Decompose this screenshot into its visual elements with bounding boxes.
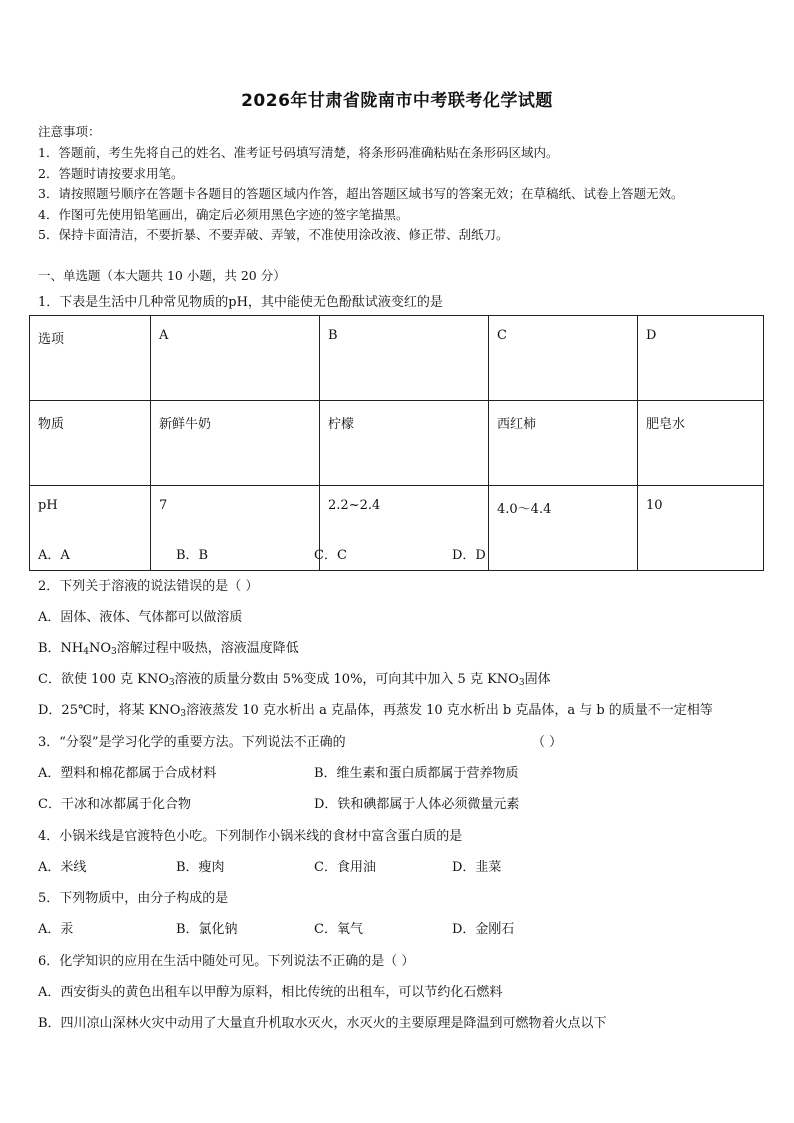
- option-b: B．氯化钠: [176, 922, 238, 937]
- option-a: A．A: [38, 548, 70, 563]
- option-b: B．维生素和蛋白质都属于营养物质: [314, 766, 519, 781]
- option-d: D．金刚石: [452, 922, 515, 937]
- section-heading: 一、单选题（本大题共 10 小题，共 20 分）: [38, 268, 286, 283]
- table-cell: 10: [638, 486, 764, 571]
- option-text: 溶解过程中吸热，溶液温度降低: [116, 641, 299, 656]
- notice-item: 4．作图可先使用铅笔画出，确定后必须用黑色字迹的签字笔描黑。: [38, 207, 409, 222]
- table-cell: D: [638, 316, 764, 401]
- option-text: C．欲使 100 克 KNO: [38, 672, 169, 687]
- table-cell: 柠檬: [320, 401, 489, 486]
- question-2-option-a: A．固体、液体、气体都可以做溶质: [38, 610, 243, 625]
- table-cell: 西红柿: [489, 401, 638, 486]
- question-4-stem: 4．小锅米线是官渡特色小吃。下列制作小锅米线的食材中富含蛋白质的是: [38, 829, 463, 844]
- table-cell: pH: [30, 486, 151, 571]
- option-d: D．铁和碘都属于人体必须微量元素: [314, 797, 520, 812]
- table-cell: 2.2~2.4: [320, 486, 489, 571]
- question-2-stem: 2．下列关于溶液的说法错误的是（ ）: [38, 579, 259, 594]
- option-c: C．食用油: [314, 860, 376, 875]
- page-title: 2026年甘肃省陇南市中考联考化学试题: [241, 91, 553, 111]
- option-text: 固体: [524, 672, 551, 687]
- table-cell: 7: [151, 486, 320, 571]
- option-a: A．汞: [38, 922, 74, 937]
- option-b: B．B: [176, 548, 209, 563]
- option-a: A．塑料和棉花都属于合成材料: [38, 766, 217, 781]
- table-row: [30, 486, 764, 571]
- option-text: B．NH: [38, 641, 84, 656]
- option-d: D．韭菜: [452, 860, 502, 875]
- question-5-stem: 5．下列物质中，由分子构成的是: [38, 891, 229, 906]
- option-text: 溶液蒸发 10 克水析出 a 克晶体，再蒸发 10 克水析出 b 克晶体，a 与 b 的质量不一定相等: [186, 703, 713, 718]
- question-2-option-c: [38, 668, 551, 688]
- table-cell: 物质: [30, 401, 151, 486]
- option-text: NO: [89, 641, 112, 656]
- notice-item: 1．答题前，考生先将自己的姓名、准考证号码填写清楚，将条形码准确粘贴在条形码区域内。: [38, 145, 559, 160]
- subscript: 4: [83, 647, 89, 657]
- notice-item: 3．请按照题号顺序在答题卡各题目的答题区域内作答，超出答题区域书写的答案无效；在草稿纸、试卷上答题无效。: [38, 186, 684, 201]
- option-c: C．干冰和冰都属于化合物: [38, 797, 191, 812]
- notice-item: 2．答题时请按要求用笔。: [38, 166, 184, 181]
- table-cell: 4.0～4.4: [489, 486, 638, 571]
- option-text: D．25℃时，将某 KNO: [38, 703, 181, 718]
- question-6-stem: 6．化学知识的应用在生活中随处可见。下列说法不正确的是（ ）: [38, 954, 415, 969]
- table-row: [30, 316, 764, 401]
- question-6-option-b: B．四川凉山深林火灾中动用了大量直升机取水灭火，水灭火的主要原理是降温到可燃物着火点以下: [38, 1016, 607, 1031]
- table-cell: C: [489, 316, 638, 401]
- subscript: 3: [168, 678, 175, 688]
- table-cell: A: [151, 316, 320, 401]
- subscript: 3: [518, 678, 525, 688]
- question-6-option-a: A．西安街头的黄色出租车以甲醇为原料，相比传统的出租车，可以节约化石燃料: [38, 985, 503, 1000]
- question-3-stem: 3．“分裂”是学习化学的重要方法。下列说法不正确的: [38, 735, 346, 750]
- question-2-option-d: [38, 699, 713, 719]
- subscript: 3: [180, 709, 187, 719]
- notice-heading: 注意事项：: [38, 124, 101, 139]
- table-cell: 选项: [30, 316, 151, 401]
- question-1-stem: 1．下表是生活中几种常见物质的pH，其中能使无色酚酞试液变红的是: [38, 295, 443, 310]
- option-text: 溶液的质量分数由 5%变成 10%，可向其中加入 5 克 KNO: [174, 672, 519, 687]
- question-2-option-b: [38, 637, 299, 657]
- option-c: C．氧气: [314, 922, 363, 937]
- subscript: 3: [111, 647, 117, 657]
- table-cell: 肥皂水: [638, 401, 764, 486]
- option-c: C．C: [314, 548, 347, 563]
- table-cell: 新鲜牛奶: [151, 401, 320, 486]
- table-row: [30, 401, 764, 486]
- option-d: D．D: [452, 548, 486, 563]
- option-a: A．米线: [38, 860, 87, 875]
- ph-table: [29, 315, 764, 571]
- option-b: B．瘦肉: [176, 860, 225, 875]
- table-cell: B: [320, 316, 489, 401]
- answer-bracket: （ ）: [532, 735, 563, 750]
- notice-item: 5．保持卡面清洁，不要折暴、不要弄破、弄皱，不准使用涂改液、修正带、刮纸刀。: [38, 227, 509, 242]
